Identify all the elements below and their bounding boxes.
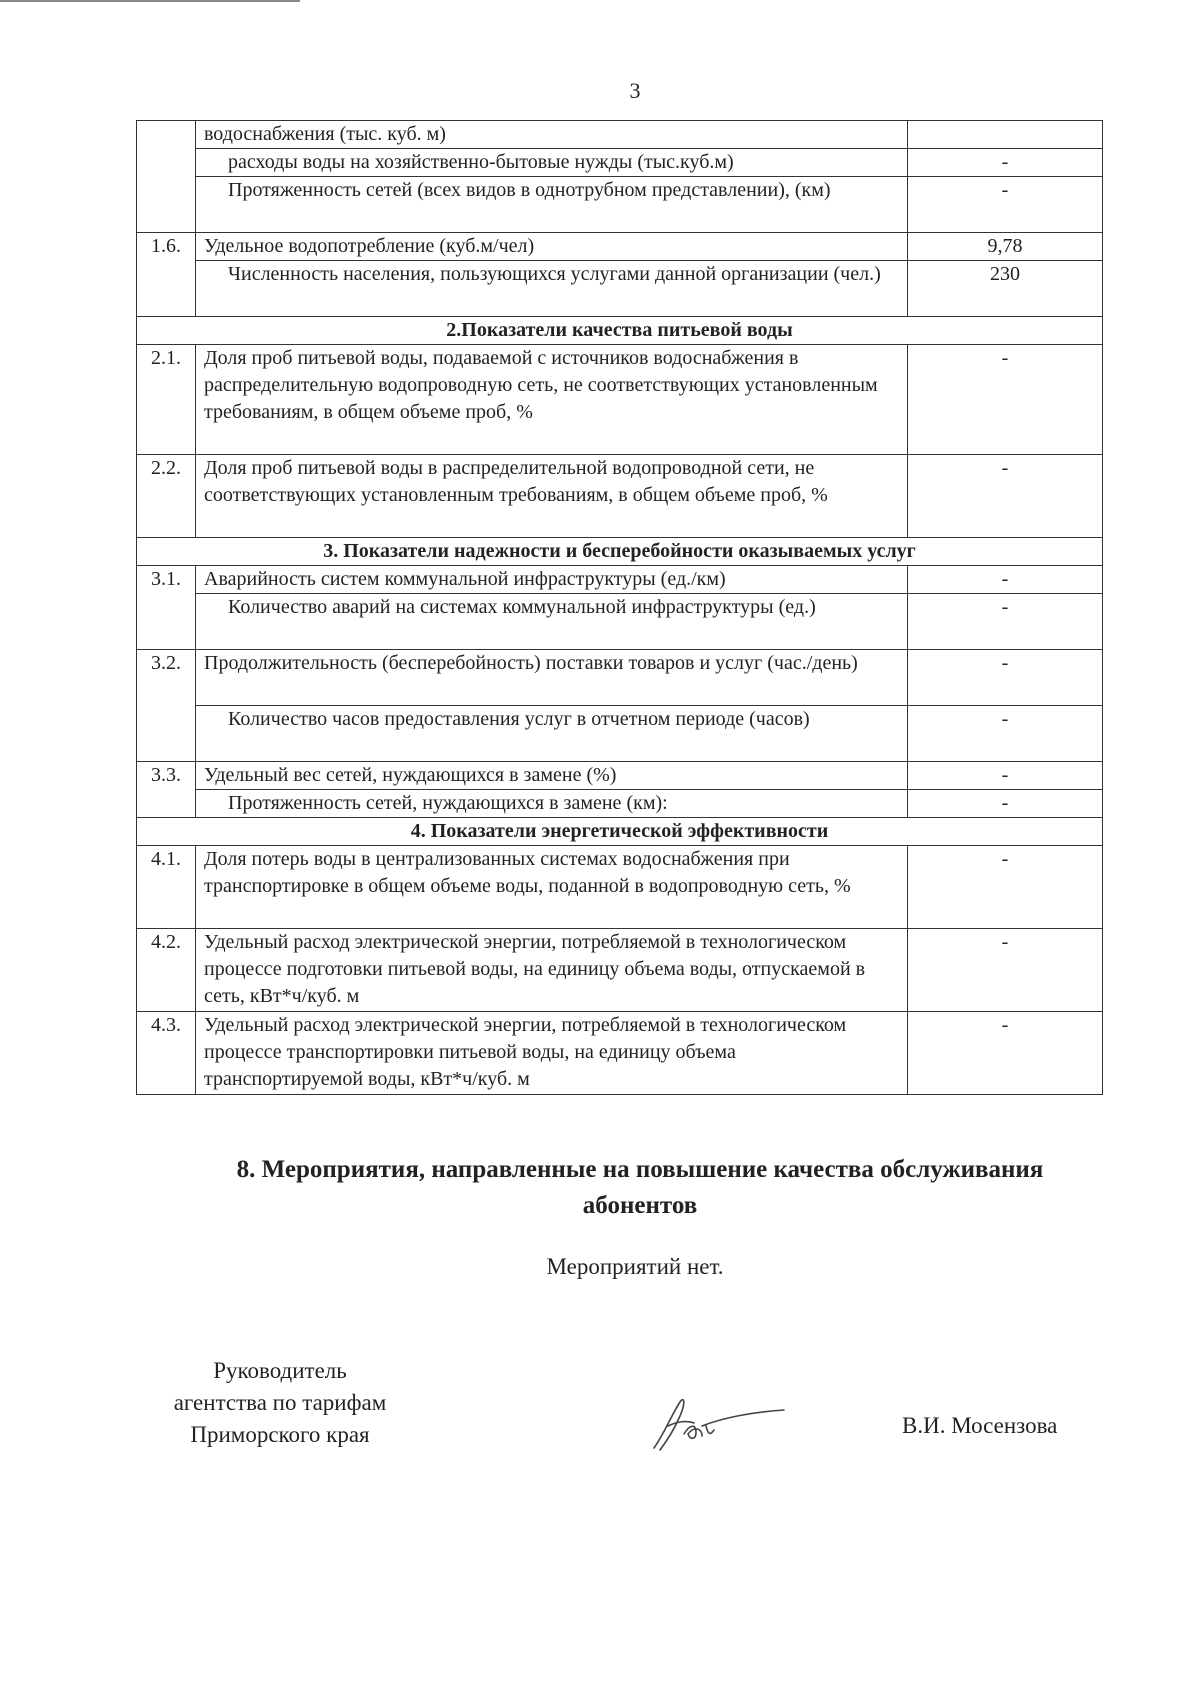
- indicator-value: -: [908, 650, 1103, 706]
- indicator-text: Продолжительность (бесперебойность) поставки товаров и услуг (час./день): [196, 650, 908, 706]
- signer-position-line: агентства по тарифам: [173, 1390, 387, 1415]
- row-number: 3.2.: [137, 650, 196, 762]
- indicator-value: -: [908, 762, 1103, 790]
- indicator-value: -: [908, 177, 1103, 233]
- indicator-text: Удельный расход электрической энергии, потребляемой в технологическом процессе транспортировки питьевой воды, на единицу объема транспортируемой воды, кВт*ч/куб. м: [196, 1012, 908, 1095]
- row-number: 3.1.: [137, 566, 196, 650]
- indicator-text: расходы воды на хозяйственно-бытовые нужды (тыс.куб.м): [196, 149, 908, 177]
- indicator-value: -: [908, 929, 1103, 1012]
- table-row: [137, 594, 1103, 650]
- table-row: [137, 177, 1103, 233]
- indicator-text: Удельный вес сетей, нуждающихся в замене (%): [196, 762, 908, 790]
- table-row: [137, 233, 1103, 261]
- indicator-text: Удельный расход электрической энергии, потребляемой в технологическом процессе подготовки питьевой воды, на единицу объема воды, отпускаемой в сеть, кВт*ч/куб. м: [196, 929, 908, 1012]
- table-row: [137, 706, 1103, 762]
- indicator-value: -: [908, 706, 1103, 762]
- table-row: [137, 846, 1103, 929]
- table-row: [137, 149, 1103, 177]
- indicator-text: Протяженность сетей (всех видов в однотрубном представлении), (км): [196, 177, 908, 233]
- indicator-text: Количество часов предоставления услуг в отчетном периоде (часов): [196, 706, 908, 762]
- table-row: [137, 929, 1103, 1012]
- table-row: [137, 790, 1103, 818]
- indicator-value: -: [908, 566, 1103, 594]
- indicator-value: 230: [908, 261, 1103, 317]
- section-8-text: Мероприятий нет.: [546, 1254, 724, 1279]
- table-row: [137, 261, 1103, 317]
- indicator-text: Удельное водопотребление (куб.м/чел): [196, 233, 908, 261]
- row-number: 4.3.: [137, 1012, 196, 1095]
- indicator-value: 9,78: [908, 233, 1103, 261]
- signer-position: [140, 1355, 420, 1451]
- row-number: [137, 121, 196, 233]
- row-number: 2.2.: [137, 455, 196, 538]
- row-number: 4.1.: [137, 846, 196, 929]
- indicator-text: водоснабжения (тыс. куб. м): [196, 121, 908, 149]
- row-number: 4.2.: [137, 929, 196, 1012]
- indicator-value: -: [908, 455, 1103, 538]
- signer-position-line: Приморского края: [190, 1422, 370, 1447]
- scan-edge-line: [0, 0, 300, 2]
- section-header-row: [137, 317, 1103, 345]
- row-number: 3.3.: [137, 762, 196, 818]
- indicator-value: -: [908, 594, 1103, 650]
- indicator-text: Количество аварий на системах коммунальной инфраструктуры (ед.): [196, 594, 908, 650]
- table-row: [137, 121, 1103, 149]
- indicators-table: [136, 120, 1103, 1095]
- indicator-text: Протяженность сетей, нуждающихся в замене (км):: [196, 790, 908, 818]
- table-row: [137, 1012, 1103, 1095]
- indicator-value: -: [908, 149, 1103, 177]
- handwritten-signature: [640, 1390, 790, 1460]
- table-row: [137, 566, 1103, 594]
- section-header: 4. Показатели энергетической эффективности: [137, 818, 1103, 846]
- indicator-value: -: [908, 1012, 1103, 1095]
- indicator-value: -: [908, 846, 1103, 929]
- row-number: 1.6.: [137, 233, 196, 317]
- section-header: 3. Показатели надежности и бесперебойности оказываемых услуг: [137, 538, 1103, 566]
- indicator-text: Аварийность систем коммунальной инфраструктуры (ед./км): [196, 566, 908, 594]
- section-header: 2.Показатели качества питьевой воды: [137, 317, 1103, 345]
- section-header-row: [137, 818, 1103, 846]
- row-number: 2.1.: [137, 345, 196, 455]
- signer-name: В.И. Мосензова: [902, 1413, 1058, 1438]
- table-row: [137, 345, 1103, 455]
- table-row: [137, 650, 1103, 706]
- indicator-value: -: [908, 790, 1103, 818]
- indicator-text: Доля проб питьевой воды, подаваемой с источников водоснабжения в распределительную водопроводную сеть, не соответствующих установленным требованиям, в общем объеме проб, %: [196, 345, 908, 455]
- table-row: [137, 762, 1103, 790]
- indicator-text: Доля потерь воды в централизованных системах водоснабжения при транспортировке в общем объеме воды, поданной в водопроводную сеть, %: [196, 846, 908, 929]
- indicator-value: -: [908, 345, 1103, 455]
- page-number: 3: [629, 78, 641, 103]
- indicator-text: Доля проб питьевой воды в распределительной водопроводной сети, не соответствующих установленным требованиям, в общем объеме проб, %: [196, 455, 908, 538]
- indicator-value: [908, 121, 1103, 149]
- signer-position-line: Руководитель: [213, 1358, 347, 1383]
- section-header-row: [137, 538, 1103, 566]
- indicator-text: Численность населения, пользующихся услугами данной организации (чел.): [196, 261, 908, 317]
- table-row: [137, 455, 1103, 538]
- section-8-title: 8. Мероприятия, направленные на повышение качества обслуживания абонентов: [236, 1156, 1044, 1219]
